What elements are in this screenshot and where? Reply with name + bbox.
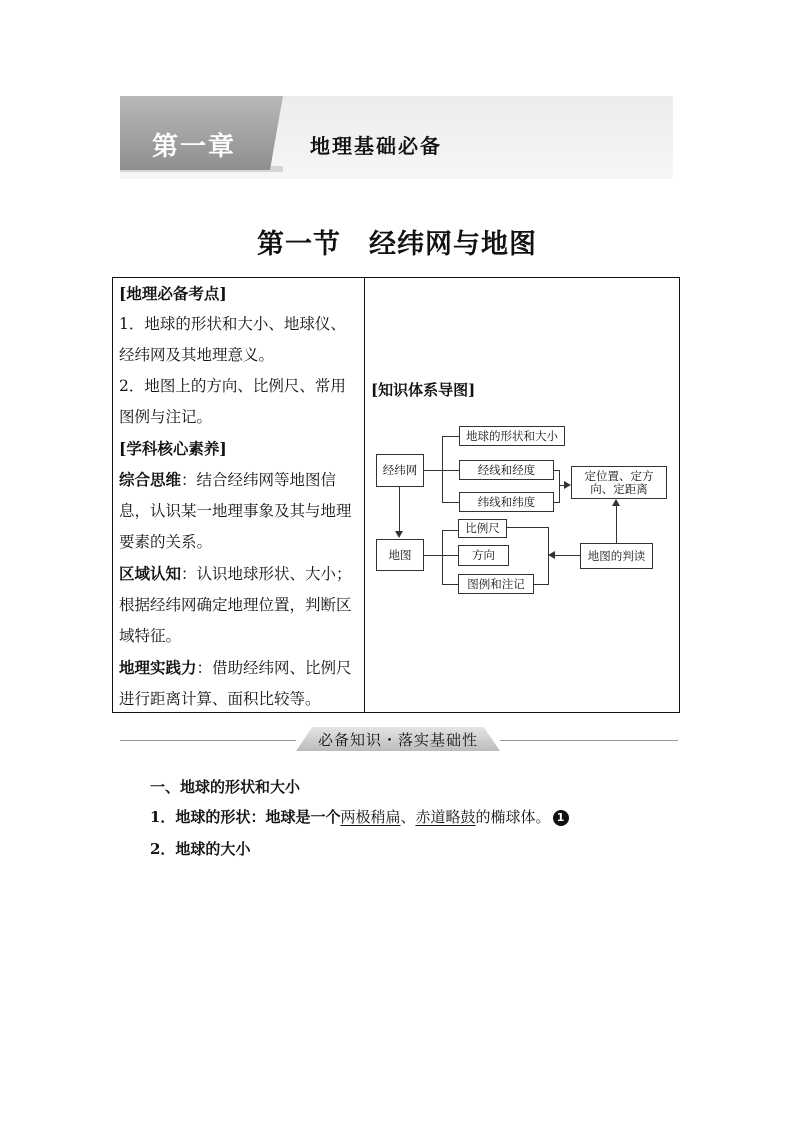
content-paragraph-2: 2．地球的大小 xyxy=(150,840,251,858)
connector-line xyxy=(534,584,549,585)
column-divider xyxy=(364,278,365,712)
connector-line xyxy=(442,530,443,585)
node-legend: 图例和注记 xyxy=(458,574,534,594)
chapter-banner xyxy=(120,96,673,179)
key-points-column xyxy=(119,278,361,715)
node-map: 地图 xyxy=(376,539,424,571)
divider-line-left xyxy=(120,740,296,741)
overview-table xyxy=(112,277,680,713)
underlined-term: 两极稍扁 xyxy=(340,808,401,826)
connector-line xyxy=(553,555,580,556)
connector-line xyxy=(442,555,458,556)
literacy-item-3 xyxy=(119,652,361,715)
node-jingweiwang: 经纬网 xyxy=(376,454,424,487)
literacy-label: 综合思维 xyxy=(119,470,182,489)
node-map-reading: 地图的判读 xyxy=(580,543,653,569)
separator: 、 xyxy=(400,808,416,826)
chapter-title: 地理基础必备 xyxy=(310,134,442,158)
literacy-text: ：借助经纬网、比例尺进行距离计算、面积比较等。 xyxy=(119,659,352,708)
node-latitude: 纬线和纬度 xyxy=(459,492,554,512)
connector-line xyxy=(559,470,560,503)
note-marker-icon: 1 xyxy=(553,810,569,826)
connector-line xyxy=(507,527,549,528)
arrow-down-icon xyxy=(395,531,403,538)
key-points-heading: [地理必备考点] xyxy=(119,284,227,303)
connector-line xyxy=(399,486,400,533)
connector-line xyxy=(442,502,459,503)
connector-line xyxy=(442,530,458,531)
arrow-up-icon xyxy=(612,499,620,506)
literacy-item-1 xyxy=(119,464,361,558)
underlined-term: 赤道略鼓 xyxy=(415,808,476,826)
literacy-item-2 xyxy=(119,558,361,652)
literacy-text: ：结合经纬网等地图信息，认识某一地理事象及其与地理要素的关系。 xyxy=(119,471,352,551)
node-locate: 定位置、定方向、定距离 xyxy=(571,466,667,499)
content-paragraph-1 xyxy=(150,806,569,827)
divider-line-right xyxy=(500,740,678,741)
connector-line xyxy=(424,555,443,556)
chapter-label: 第一章 xyxy=(152,132,237,162)
node-earth-shape: 地球的形状和大小 xyxy=(459,426,565,446)
arrow-right-icon xyxy=(564,481,571,489)
connector-line xyxy=(442,584,458,585)
node-scale: 比例尺 xyxy=(458,519,507,538)
connector-line xyxy=(442,470,459,471)
content-heading-1: 一、地球的形状和大小 xyxy=(150,778,301,796)
key-point-2: 2．地图上的方向、比例尺、常用图例与注记。 xyxy=(119,377,346,426)
connector-line xyxy=(442,436,459,437)
key-point-1: 1．地球的形状和大小、地球仪、经纬网及其地理意义。 xyxy=(119,315,346,364)
connector-line xyxy=(616,505,617,543)
node-longitude: 经线和经度 xyxy=(459,460,554,480)
literacy-label: 地理实践力 xyxy=(119,658,197,677)
paragraph-suffix: 的椭球体。 xyxy=(475,808,551,826)
node-direction: 方向 xyxy=(458,545,509,566)
arrow-left-icon xyxy=(548,551,555,559)
section-title: 第一节 经纬网与地图 xyxy=(257,229,537,260)
paragraph-prefix: 1．地球的形状：地球是一个 xyxy=(150,808,341,826)
divider-text: 必备知识・落实基础性 xyxy=(317,731,478,749)
concept-map-heading: [知识体系导图] xyxy=(371,381,476,399)
literacy-text: ：认识地球形状、大小；根据经纬网确定地理位置，判断区域特征。 xyxy=(119,565,352,645)
core-literacy-heading: [学科核心素养] xyxy=(119,439,227,458)
literacy-label: 区域认知 xyxy=(119,564,182,583)
connector-line xyxy=(424,470,443,471)
